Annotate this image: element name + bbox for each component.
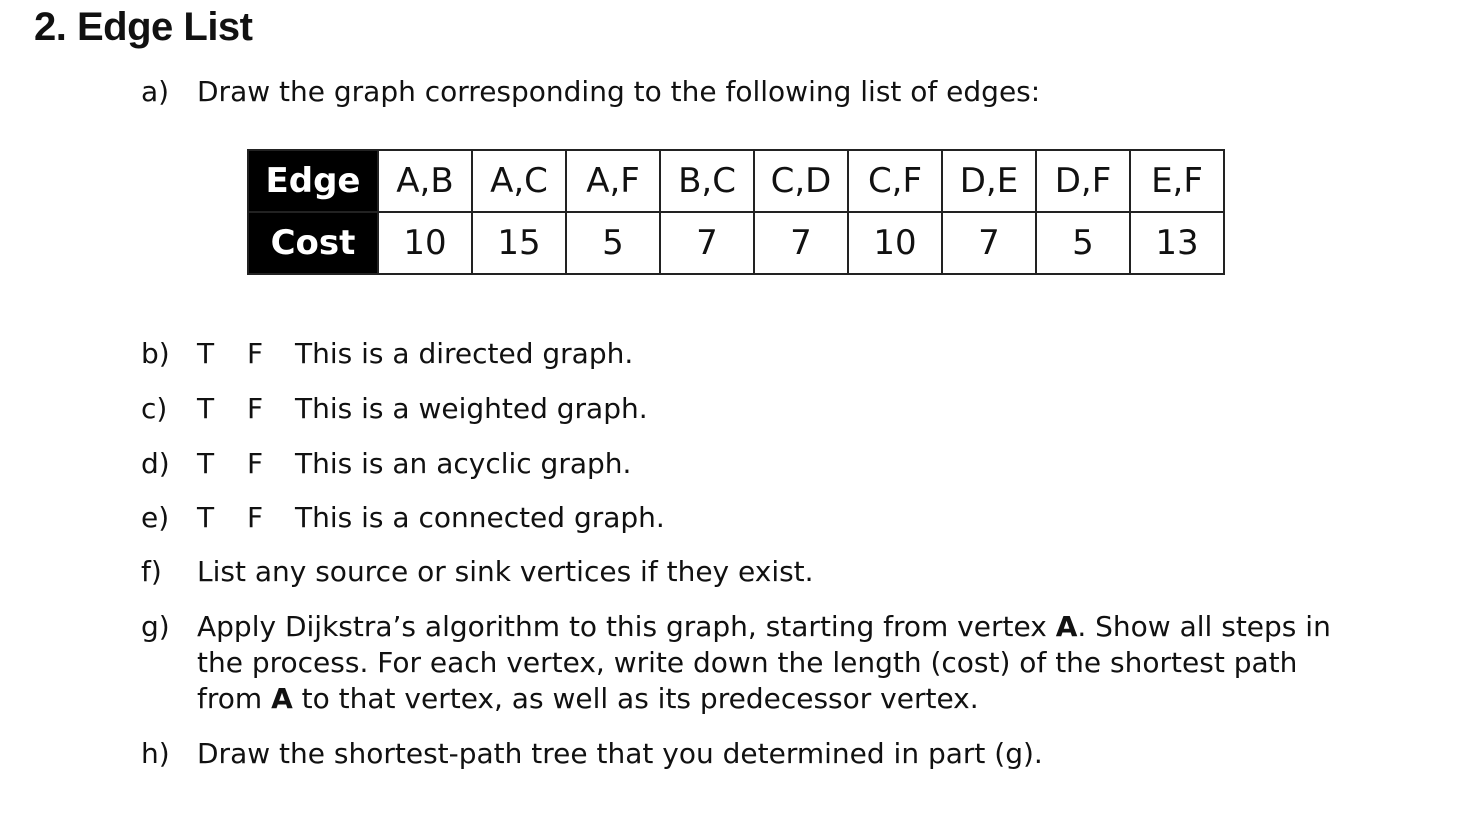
text-run: from	[197, 682, 272, 715]
question-g-line-1	[197, 609, 1331, 645]
true-option[interactable]: T	[197, 447, 215, 480]
question-h	[141, 736, 1043, 772]
question-text: This is a weighted graph.	[295, 392, 648, 425]
question-g-line-2: the process. For each vertex, write down the length (cost) of the shortest path	[197, 646, 1298, 679]
cost-cell: 15	[472, 212, 566, 274]
question-c	[141, 391, 648, 427]
cost-cell: 5	[1036, 212, 1130, 274]
question-text: List any source or sink vertices if they exist.	[197, 555, 814, 588]
question-g-text	[197, 609, 1331, 717]
question-text: Draw the shortest-path tree that you determined in part (g).	[197, 737, 1043, 770]
edge-cell: B,C	[660, 150, 754, 212]
cost-cell: 10	[378, 212, 472, 274]
question-e	[141, 500, 665, 536]
bold-vertex: A	[271, 682, 293, 715]
text-run: . Show all steps in	[1077, 610, 1331, 643]
question-text: This is an acyclic graph.	[295, 447, 632, 480]
cost-row	[248, 212, 1224, 274]
question-text: Draw the graph corresponding to the following list of edges:	[197, 75, 1041, 108]
question-text: This is a connected graph.	[295, 501, 665, 534]
edge-list-table	[247, 149, 1225, 275]
edge-cell: D,E	[942, 150, 1036, 212]
row-header-cost: Cost	[248, 212, 378, 274]
false-option[interactable]: F	[247, 392, 264, 425]
question-label: c)	[141, 392, 168, 425]
bold-vertex: A	[1055, 610, 1078, 643]
false-option[interactable]: F	[247, 447, 264, 480]
question-f	[141, 554, 814, 590]
cost-cell: 10	[848, 212, 942, 274]
question-label: f)	[141, 555, 162, 588]
question-g-line-3	[197, 681, 1331, 717]
text-run: to that vertex, as well as its predecessor vertex.	[292, 682, 979, 715]
row-header-edge: Edge	[248, 150, 378, 212]
true-option[interactable]: T	[197, 392, 215, 425]
cost-cell: 7	[942, 212, 1036, 274]
cost-cell: 5	[566, 212, 660, 274]
false-option[interactable]: F	[247, 501, 264, 534]
question-a	[141, 74, 1040, 110]
question-b	[141, 336, 633, 372]
edge-cell: A,F	[566, 150, 660, 212]
question-d	[141, 446, 631, 482]
true-option[interactable]: T	[197, 501, 215, 534]
edge-cell: A,B	[378, 150, 472, 212]
cost-cell: 13	[1130, 212, 1224, 274]
question-label: b)	[141, 337, 170, 370]
edge-cell: A,C	[472, 150, 566, 212]
question-text: This is a directed graph.	[295, 337, 634, 370]
question-label: a)	[141, 75, 170, 108]
edge-cell: E,F	[1130, 150, 1224, 212]
text-run: Apply Dijkstra’s algorithm to this graph, starting from vertex	[197, 610, 1056, 643]
cost-cell: 7	[754, 212, 848, 274]
question-label: d)	[141, 447, 170, 480]
question-label: e)	[141, 501, 170, 534]
cost-cell: 7	[660, 212, 754, 274]
edge-cell: C,F	[848, 150, 942, 212]
false-option[interactable]: F	[247, 337, 264, 370]
edge-row	[248, 150, 1224, 212]
section-heading: 2. Edge List	[34, 5, 253, 49]
edge-cell: D,F	[1036, 150, 1130, 212]
edge-cell: C,D	[754, 150, 848, 212]
true-option[interactable]: T	[197, 337, 215, 370]
question-label: h)	[141, 737, 170, 770]
question-g-label: g)	[141, 610, 170, 643]
